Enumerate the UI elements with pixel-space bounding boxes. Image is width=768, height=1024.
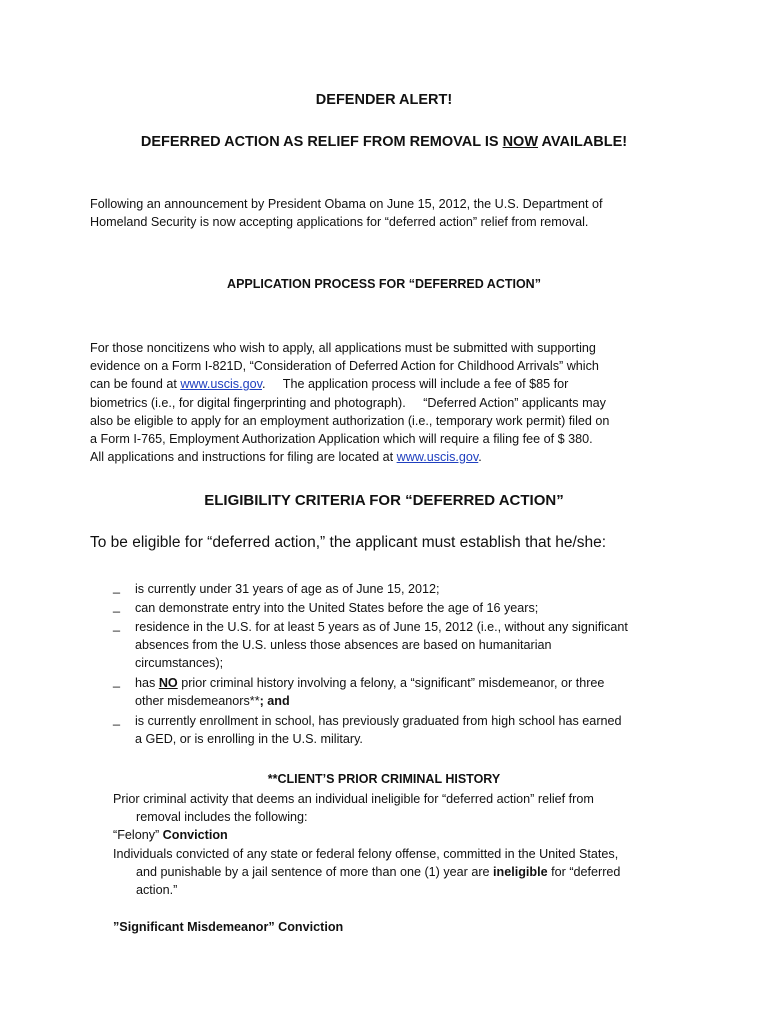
misdemeanor-heading: ”Significant Misdemeanor” Conviction <box>113 920 344 934</box>
headline-now: NOW <box>502 134 538 150</box>
alert-title-text: DEFENDER ALERT! <box>315 92 453 108</box>
uscis-link[interactable]: www.uscis.gov <box>180 377 262 392</box>
uscis-link[interactable]: www.uscis.gov <box>396 450 479 465</box>
application-line: a Form I-765, Employment Authorization Application which will require a filing fee of $ 380. <box>90 432 593 447</box>
application-line-text: . <box>478 450 482 465</box>
application-line: evidence on a Form I-821D, “Consideration of Deferred Action for Childhood Arrivals” which <box>90 359 599 374</box>
criteria-item-line: is currently enrollment in school, has previously graduated from high school has earned <box>135 714 622 728</box>
felony-paragraph-line: Individuals convicted of any state or federal felony offense, committed in the United States, <box>113 847 619 861</box>
criminal-history-heading-text: **CLIENT’S PRIOR CRIMINAL HISTORY <box>267 772 501 786</box>
application-line-text: can be found at <box>90 377 181 392</box>
felony-paragraph-line: action.” <box>136 883 178 897</box>
application-line-text: . The application process will include a fee of $85 for <box>261 377 569 392</box>
application-line: For those noncitizens who wish to apply, all applications must be submitted with supporting <box>90 341 596 355</box>
felony-text: for “deferred <box>547 865 621 879</box>
eligibility-lead <box>90 534 606 552</box>
application-line-text: All applications and instructions for filing are located at <box>90 450 397 465</box>
criteria-item-line: absences from the U.S. unless those absences are based on humanitarian <box>135 638 552 653</box>
application-line: also be eligible to apply for an employment authorization (i.e., temporary work permit) filed on <box>90 413 610 428</box>
alert-title <box>0 92 768 108</box>
felony-heading-quote: “Felony” <box>113 828 160 842</box>
application-line <box>90 375 609 393</box>
criteria-item <box>135 618 695 673</box>
criteria-item: can demonstrate entry into the United States before the age of 16 years; <box>135 601 539 615</box>
application-heading <box>0 277 768 291</box>
eligibility-lead-text: To be eligible for “deferred action,” the applicant must establish that he/she: <box>90 534 607 551</box>
felony-text: and punishable by a jail sentence of more than one (1) year are <box>136 865 494 879</box>
felony-heading-rest: Conviction <box>159 828 228 842</box>
intro-paragraph <box>90 195 602 231</box>
bullet-marker: _ <box>113 712 121 726</box>
intro-line: Following an announcement by President Obama on June 15, 2012, the U.S. Department of <box>90 197 603 211</box>
application-heading-text: APPLICATION PROCESS FOR “DEFERRED ACTION” <box>227 277 541 291</box>
headline-pre: DEFERRED ACTION AS RELIEF FROM REMOVAL IS <box>140 134 503 150</box>
application-paragraph <box>90 339 609 466</box>
criteria-item-line: residence in the U.S. for at least 5 years as of June 15, 2012 (i.e., without any significant <box>135 620 628 634</box>
criteria-text: other misdemeanors** <box>135 694 260 709</box>
bullet-marker: _ <box>113 674 121 688</box>
criteria-text: prior criminal history involving a felony, a “significant” misdemeanor, or three <box>177 676 605 690</box>
criteria-item-line <box>135 692 695 710</box>
felony-heading <box>113 826 228 844</box>
bullet-marker: _ <box>113 599 121 613</box>
criteria-no-emphasis: NO <box>158 676 178 690</box>
criteria-item-line <box>135 674 695 692</box>
application-line <box>90 448 609 466</box>
criteria-item: is currently under 31 years of age as of June 15, 2012; <box>135 582 440 596</box>
criminal-paragraph-line: Prior criminal activity that deems an individual ineligible for “deferred action” relief from <box>113 792 594 806</box>
ineligible-emphasis: ineligible <box>493 865 548 879</box>
criteria-item-line: circumstances); <box>135 656 224 671</box>
criteria-and-emphasis: ; and <box>259 694 290 709</box>
criminal-paragraph-line: removal includes the following: <box>136 810 308 824</box>
headline <box>0 134 768 150</box>
headline-post: AVAILABLE! <box>538 134 628 150</box>
criteria-item <box>135 674 695 710</box>
criteria-text: has <box>135 676 159 690</box>
intro-line: Homeland Security is now accepting applications for “deferred action” relief from removal. <box>90 215 589 230</box>
criminal-history-heading <box>0 772 768 786</box>
eligibility-heading <box>0 492 768 509</box>
bullet-marker: _ <box>113 580 121 594</box>
criteria-item-line: a GED, or is enrolling in the U.S. military. <box>135 732 363 747</box>
application-line: biometrics (i.e., for digital fingerprinting and photograph). “Deferred Action” applicants may <box>90 395 606 410</box>
eligibility-heading-text: ELIGIBILITY CRITERIA FOR “DEFERRED ACTION” <box>204 492 564 509</box>
bullet-marker: _ <box>113 618 121 632</box>
felony-paragraph-line <box>136 863 620 881</box>
criteria-item <box>135 712 695 748</box>
